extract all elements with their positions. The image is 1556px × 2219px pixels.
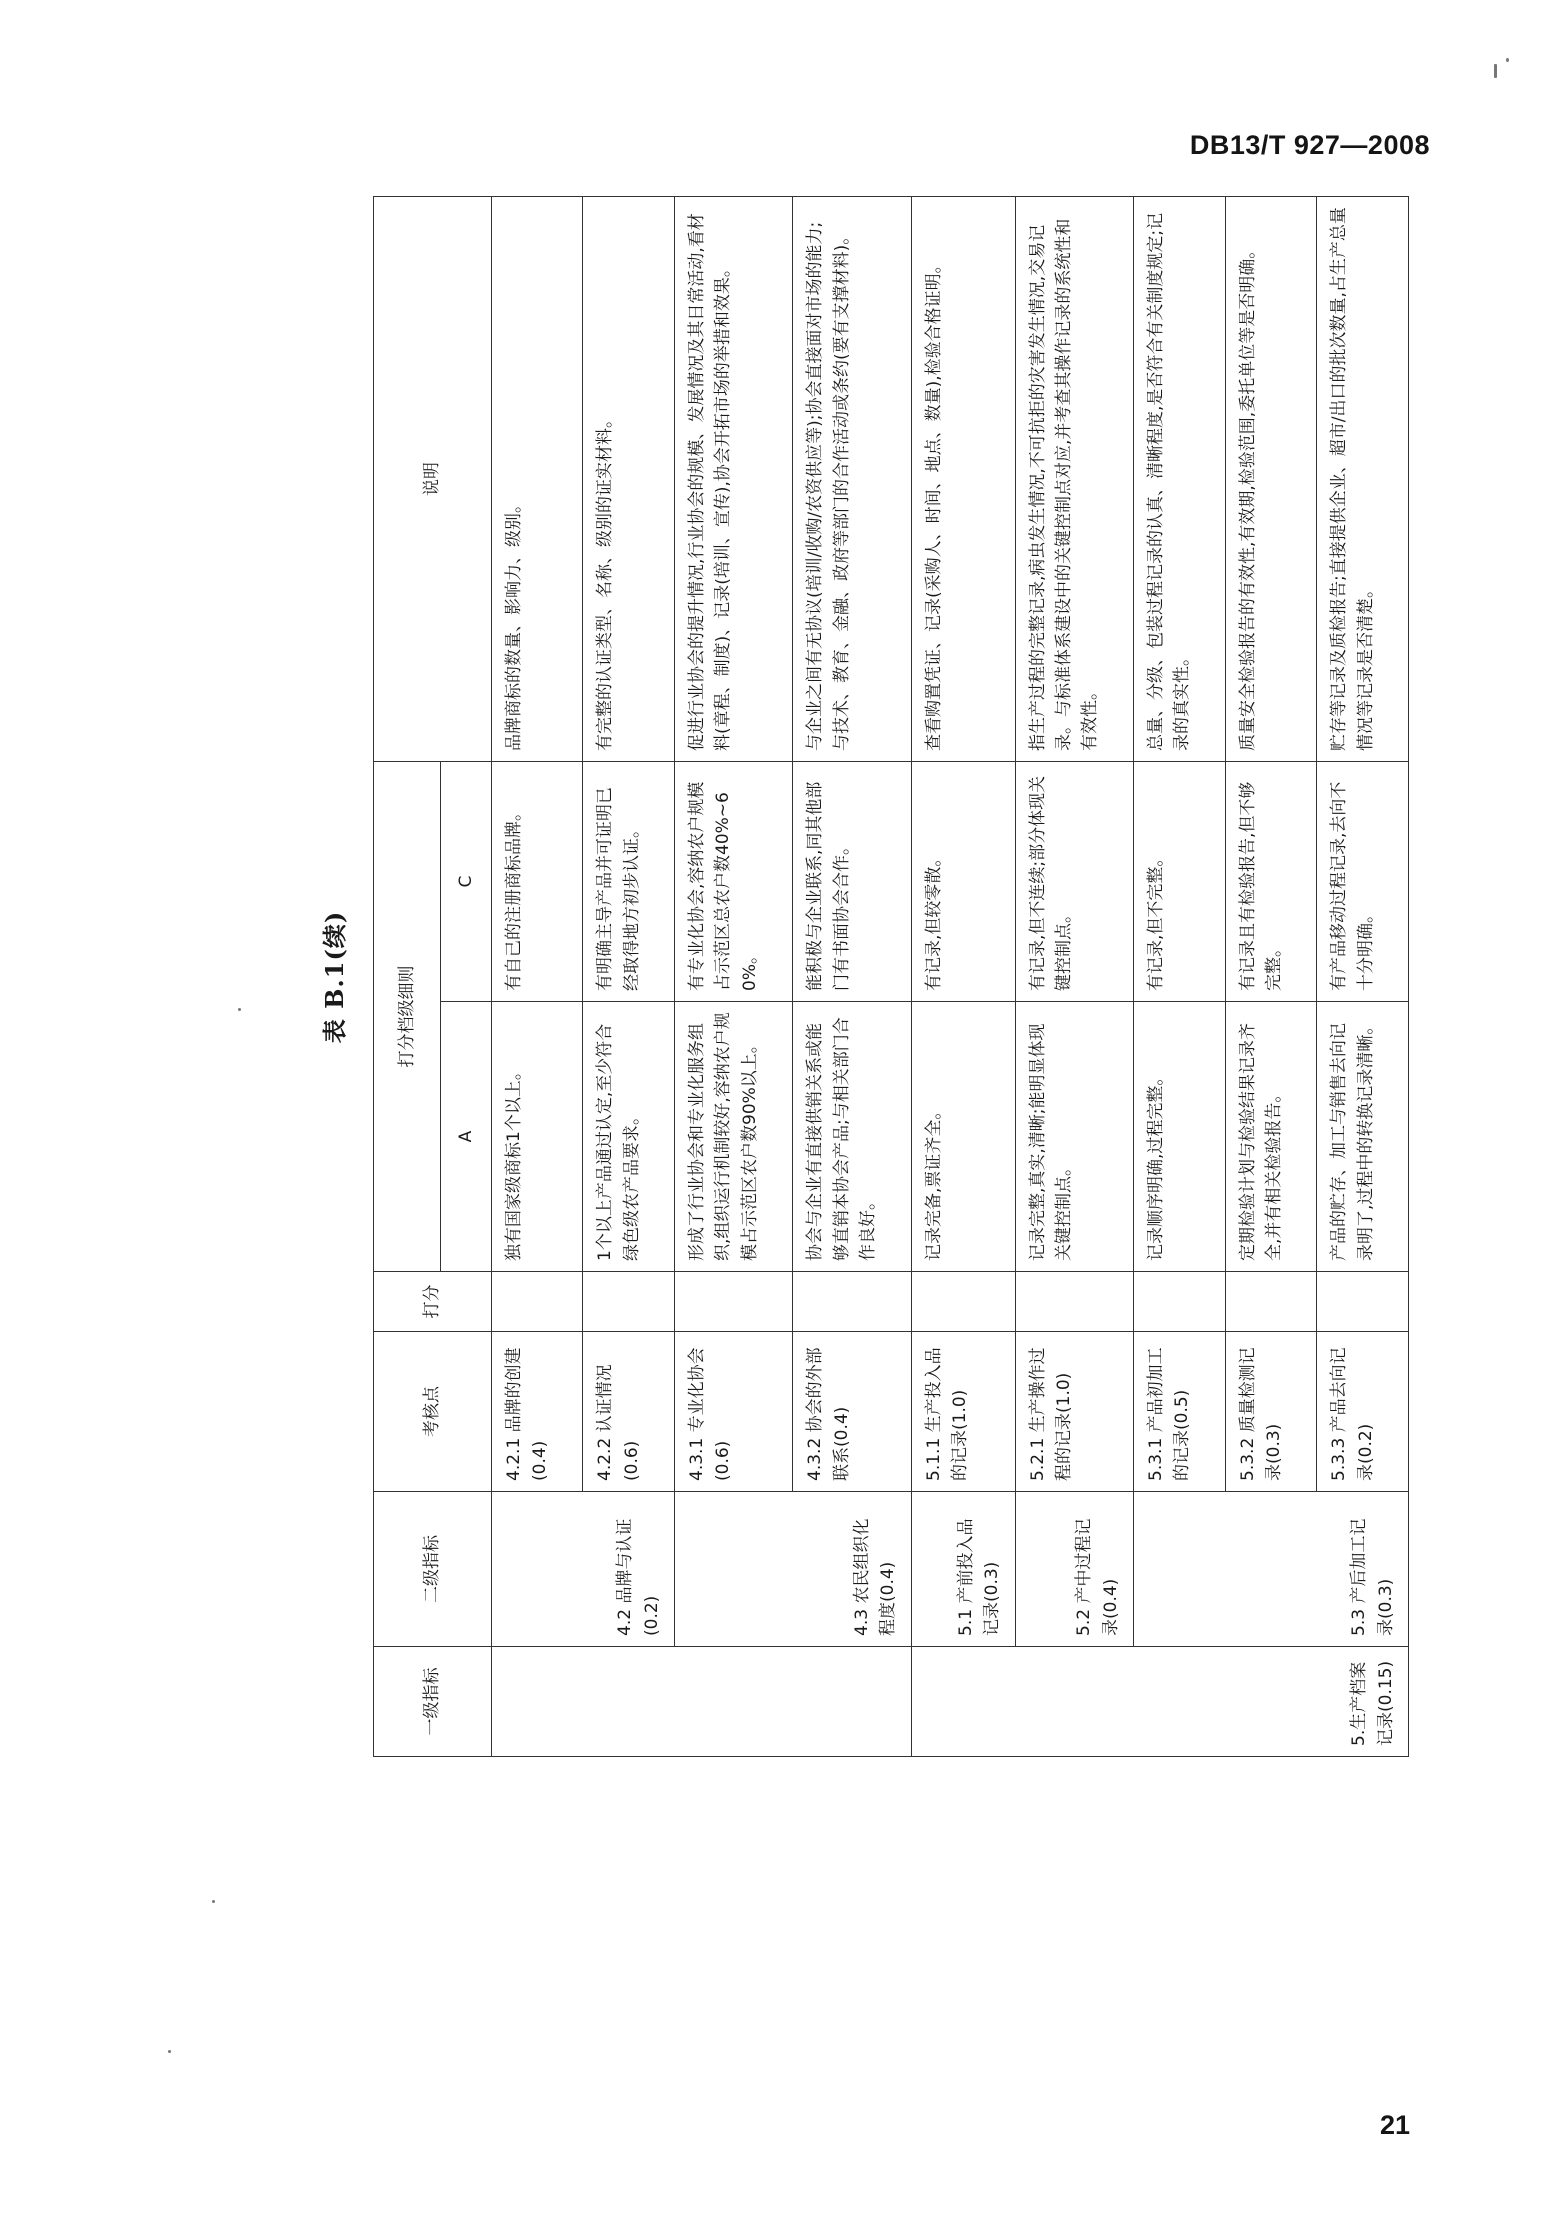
header-row xyxy=(374,197,441,1757)
grade-c-cell: 有记录,但较零散。 xyxy=(911,762,1015,1002)
header-scoring-rules: 打分档级细则 xyxy=(374,762,441,1272)
check-point-cell: 4.3.1 专业化协会(0.6) xyxy=(674,1332,792,1492)
table-row xyxy=(674,197,792,1757)
table-row xyxy=(491,197,583,1757)
check-point-cell: 5.3.3 产品去向记录(0.2) xyxy=(1317,1332,1409,1492)
score-cell xyxy=(1134,1272,1226,1332)
level2-cell: 5.2 产中过程记录(0.4) xyxy=(1015,1492,1133,1647)
level2-cell: 5.3 产后加工记录(0.3) xyxy=(1134,1492,1409,1647)
scan-speck xyxy=(168,2050,171,2053)
score-cell xyxy=(674,1272,792,1332)
score-cell xyxy=(1317,1272,1409,1332)
header-check-point: 考核点 xyxy=(374,1332,492,1492)
grade-a-cell: 记录完整,真实,清晰;能明显体现关键控制点。 xyxy=(1015,1002,1133,1272)
grade-c-cell: 有记录且有检验报告,但不够完整。 xyxy=(1225,762,1317,1002)
page-number: 21 xyxy=(1379,2110,1410,2140)
rotated-table-page xyxy=(315,197,1410,1757)
header-level2: 二级指标 xyxy=(374,1492,492,1647)
scan-speck xyxy=(1506,58,1509,62)
description-cell: 有完整的认证类型、名称、级别的证实材料。 xyxy=(583,197,675,762)
level2-cell: 4.2 品牌与认证(0.2) xyxy=(491,1492,674,1647)
header-grade-c: C xyxy=(441,762,492,1002)
header-score: 打分 xyxy=(374,1272,492,1332)
grade-c-cell: 有产品移动过程记录,去向不十分明确。 xyxy=(1317,762,1409,1002)
level1-cell: 5.生产档案记录(0.15) xyxy=(911,1647,1408,1757)
check-point-cell: 4.2.2 认证情况(0.6) xyxy=(583,1332,675,1492)
score-cell xyxy=(1225,1272,1317,1332)
description-cell: 贮存等记录及质检报告;直接提供企业、超市/出口的批次数量,占生产总量情况等记录是否清楚。 xyxy=(1317,197,1409,762)
table-row xyxy=(1134,197,1226,1757)
check-point-cell: 5.3.2 质量检测记录(0.3) xyxy=(1225,1332,1317,1492)
grade-a-cell: 形成了行业协会和专业化服务组织,组织运行机制较好,容纳农户规模占示范区农户数90%以上。 xyxy=(674,1002,792,1272)
score-cell xyxy=(793,1272,911,1332)
grade-a-cell: 记录顺序明确,过程完整。 xyxy=(1134,1002,1226,1272)
grade-a-cell: 1个以上产品通过认定,至少符合绿色级农产品要求。 xyxy=(583,1002,675,1272)
scan-speck xyxy=(212,1900,215,1903)
table-row xyxy=(1015,197,1133,1757)
description-cell: 总量、分级、包装过程记录的认真、清晰程度,是否符合有关制度规定;记录的真实性。 xyxy=(1134,197,1226,762)
level1-cell xyxy=(491,1647,911,1757)
standard-number: DB13/T 927—2008 xyxy=(1189,130,1430,160)
description-cell: 与企业之间有无协议(培训/收购/农资供应等);协会直接面对市场的能力;与技术、教育、金融、政府等部门的合作活动或条约(要有支撑材料)。 xyxy=(793,197,911,762)
grade-c-cell: 有记录,但不完整。 xyxy=(1134,762,1226,1002)
description-cell: 促进行业协会的提升情况,行业协会的规模、发展情况及其日常活动,看材料(章程、制度)、记录(培训、宣传),协会开拓市场的举措和效果。 xyxy=(674,197,792,762)
scan-speck xyxy=(238,1008,241,1011)
description-cell: 指生产过程的完整记录,病虫发生情况,不可抗拒的灾害发生情况,交易记录。与标准体系建设中的关键控制点对应,并考查其操作记录的系统性和有效性。 xyxy=(1015,197,1133,762)
header-level1: 一级指标 xyxy=(374,1647,492,1757)
check-point-cell: 5.2.1 生产操作过程的记录(1.0) xyxy=(1015,1332,1133,1492)
description-cell: 质量安全检验报告的有效性,有效期,检验范围,委托单位等是否明确。 xyxy=(1225,197,1317,762)
table-row xyxy=(911,197,1015,1757)
score-cell xyxy=(911,1272,1015,1332)
check-point-cell: 5.3.1 产品初加工的记录(0.5) xyxy=(1134,1332,1226,1492)
description-cell: 品牌商标的数量、影响力、级别。 xyxy=(491,197,583,762)
score-cell xyxy=(491,1272,583,1332)
grade-a-cell: 记录完备,票证齐全。 xyxy=(911,1002,1015,1272)
header-description: 说明 xyxy=(374,197,492,762)
grade-c-cell: 有记录,但不连续;部分体现关键控制点。 xyxy=(1015,762,1133,1002)
score-cell xyxy=(1015,1272,1133,1332)
table-title: 表 B.1(续) xyxy=(320,910,349,1044)
grade-c-cell: 有自己的注册商标品牌。 xyxy=(491,762,583,1002)
scan-speck xyxy=(1494,64,1497,78)
check-point-cell: 4.2.1 品牌的创建(0.4) xyxy=(491,1332,583,1492)
check-point-cell: 5.1.1 生产投入品的记录(1.0) xyxy=(911,1332,1015,1492)
grade-a-cell: 产品的贮存、加工与销售去向记录明了,过程中的转换记录清晰。 xyxy=(1317,1002,1409,1272)
check-point-cell: 4.3.2 协会的外部联系(0.4) xyxy=(793,1332,911,1492)
grade-c-cell: 有明确主导产品并可证明已经取得地方初步认证。 xyxy=(583,762,675,1002)
grade-c-cell: 能积极与企业联系,同其他部门有书面协会合作。 xyxy=(793,762,911,1002)
grade-c-cell: 有专业化协会,容纳农户规模占示范区总农户数40%~60%。 xyxy=(674,762,792,1002)
score-cell xyxy=(583,1272,675,1332)
level2-cell: 4.3 农民组织化程度(0.4) xyxy=(674,1492,911,1647)
description-cell: 查看购置凭证、记录(采购人、时间、地点、数量),检验合格证明。 xyxy=(911,197,1015,762)
assessment-table xyxy=(373,196,1409,1757)
grade-a-cell: 协会与企业有直接供销关系或能够直销本协会产品;与相关部门合作良好。 xyxy=(793,1002,911,1272)
header-grade-a: A xyxy=(441,1002,492,1272)
grade-a-cell: 独有国家级商标1个以上。 xyxy=(491,1002,583,1272)
level2-cell: 5.1 产前投入品记录(0.3) xyxy=(911,1492,1015,1647)
grade-a-cell: 定期检验计划与检验结果记录齐全,并有相关检验报告。 xyxy=(1225,1002,1317,1272)
